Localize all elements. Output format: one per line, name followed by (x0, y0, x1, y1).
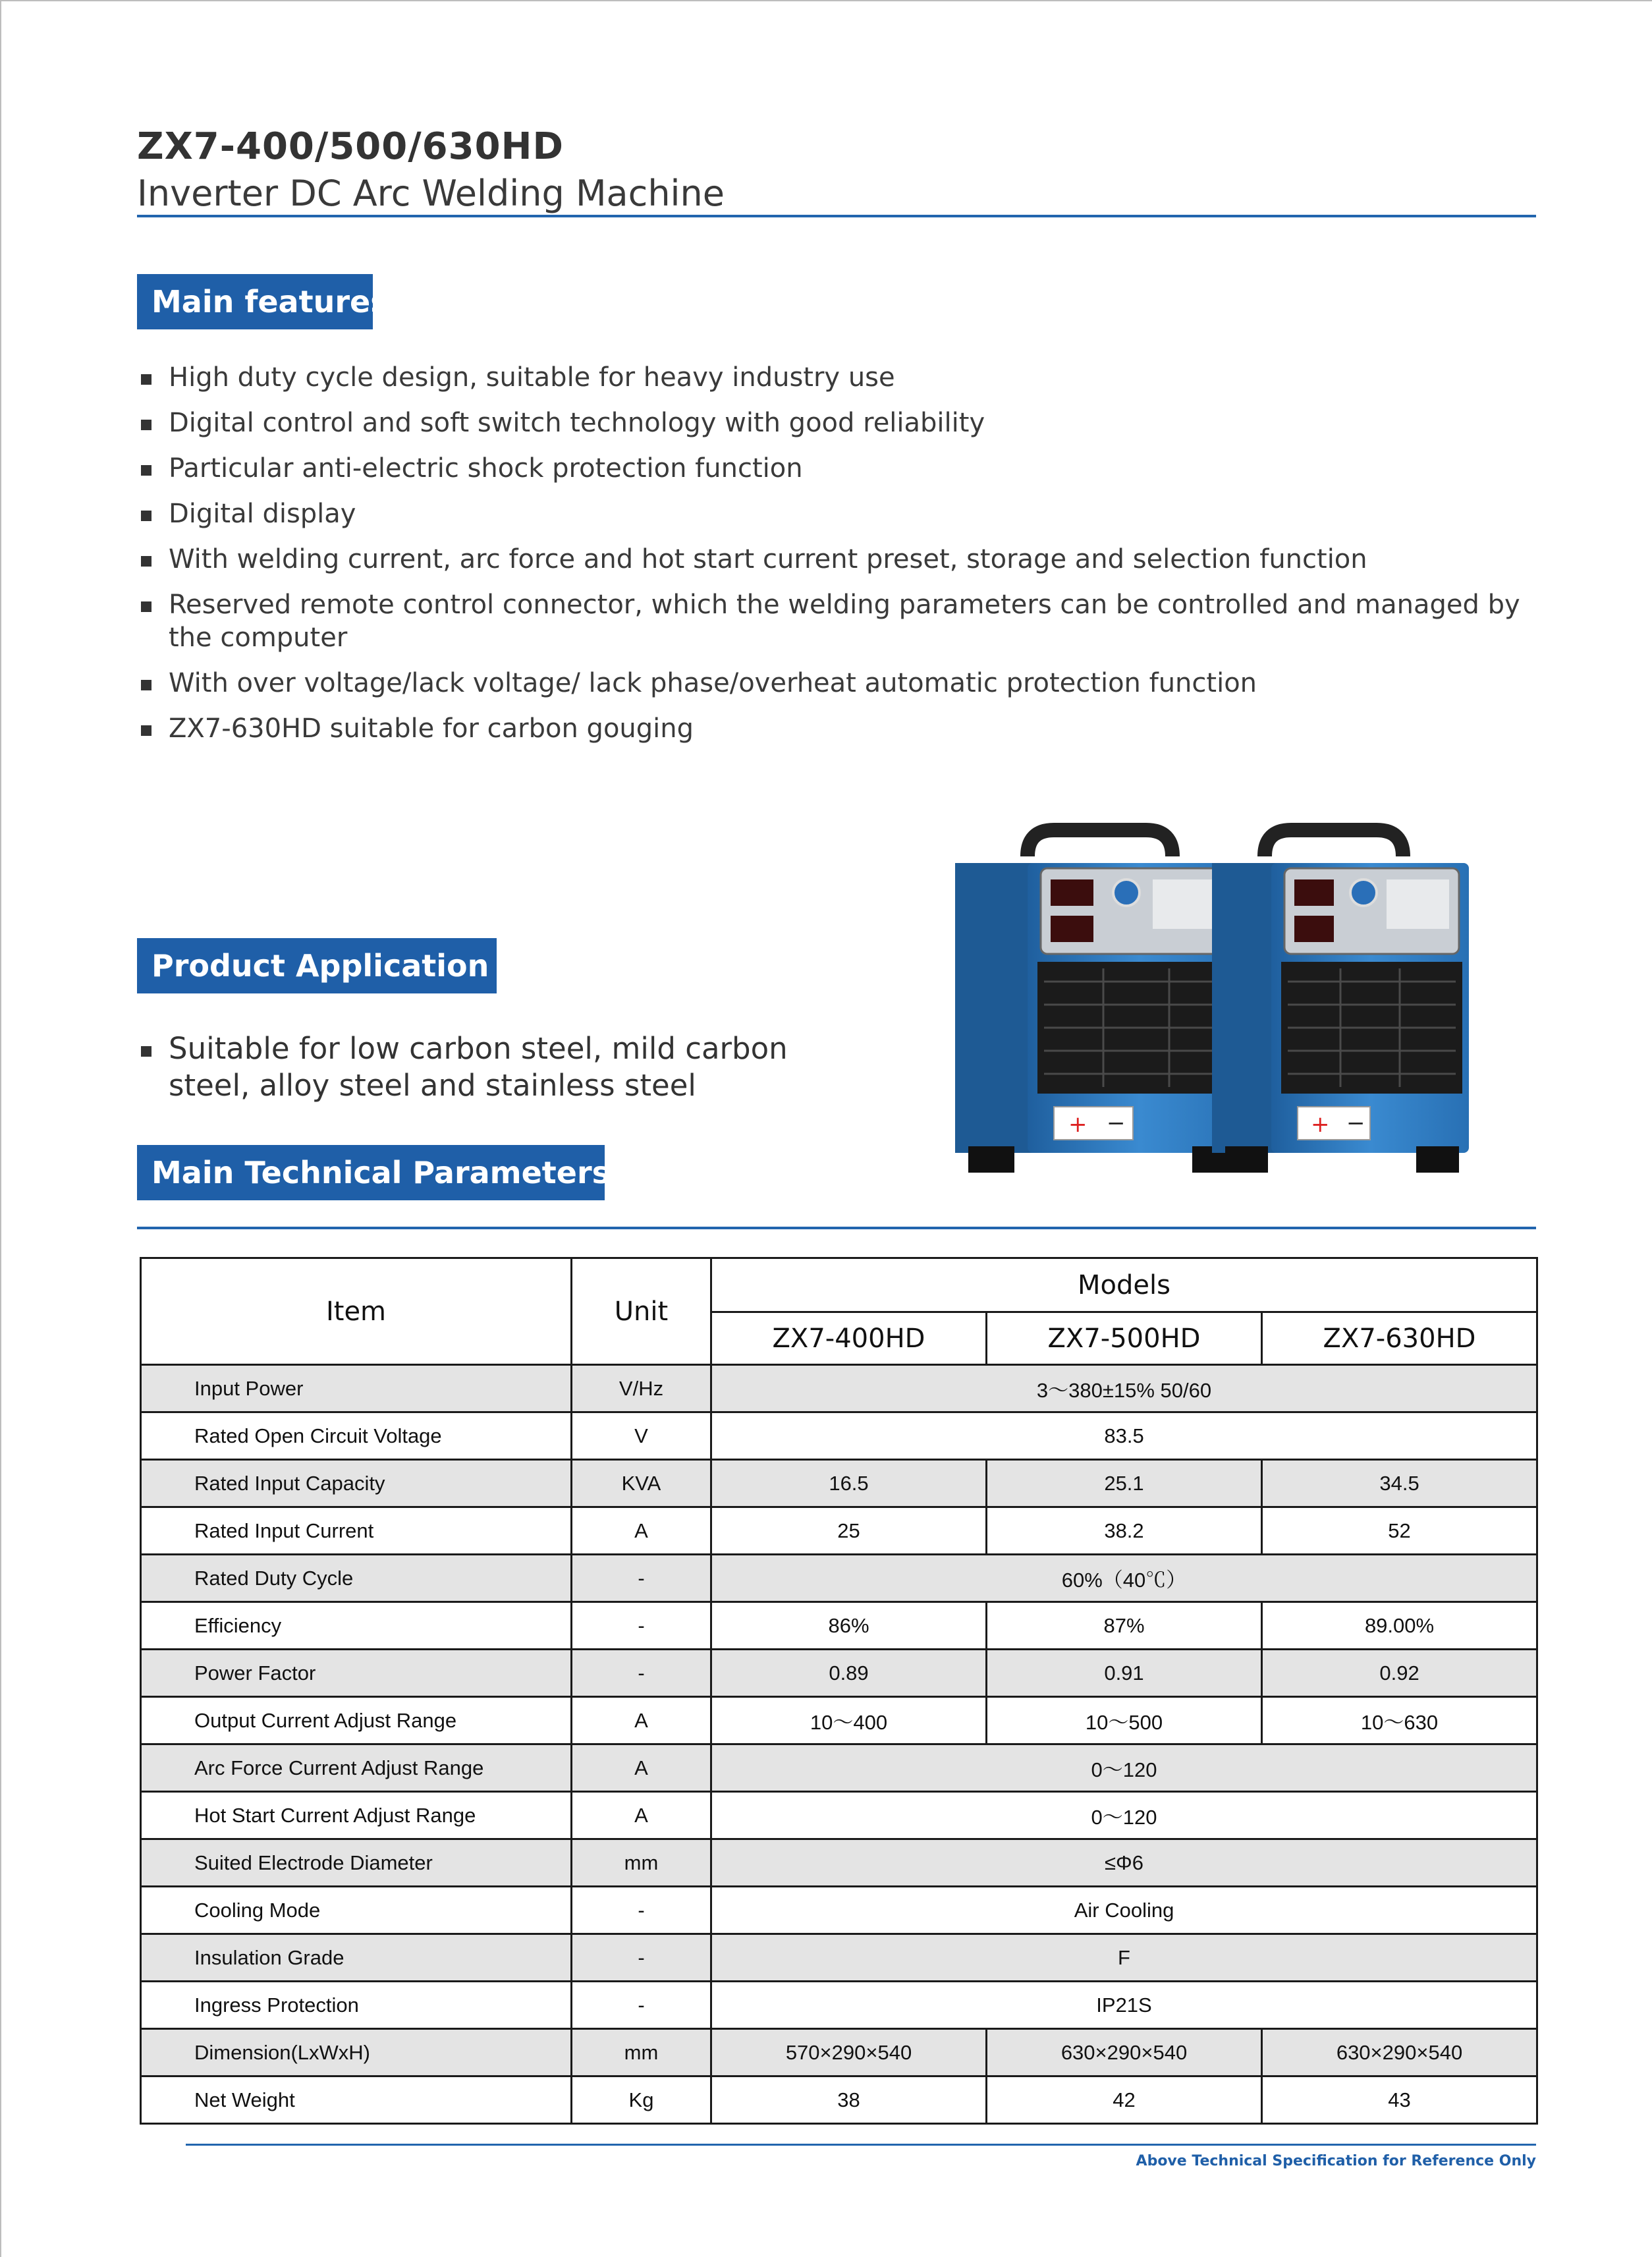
unit-cell: V (572, 1412, 711, 1460)
param-name-cell: Net Weight (141, 2076, 572, 2124)
feature-item (137, 497, 1553, 530)
table-row (141, 1697, 1537, 1744)
svg-text:+: + (1311, 1111, 1330, 1138)
unit-cell: mm (572, 1839, 711, 1887)
table-row (141, 2029, 1537, 2076)
model-value-cell: 38.2 (987, 1507, 1262, 1555)
model-value-cell: 87% (987, 1602, 1262, 1650)
welder-machine-right (1212, 830, 1469, 1173)
footer-divider (186, 2144, 1536, 2146)
svg-text:−: − (1346, 1110, 1365, 1136)
model-value-cell: 25 (711, 1507, 987, 1555)
unit-cell: - (572, 1934, 711, 1982)
table-row (141, 1982, 1537, 2029)
model-value-cell: 630×290×540 (1262, 2029, 1537, 2076)
unit-cell: KVA (572, 1460, 711, 1507)
shared-value-cell: ≤Φ6 (711, 1839, 1537, 1887)
unit-cell: - (572, 1602, 711, 1650)
table-row (141, 2076, 1537, 2124)
feature-item (137, 406, 1553, 439)
parameters-divider (137, 1227, 1536, 1229)
table-row (141, 1460, 1537, 1507)
svg-text:−: − (1107, 1110, 1126, 1136)
model-header-500hd: ZX7-500HD (987, 1312, 1262, 1365)
table-row (141, 1650, 1537, 1697)
welder-machine-left (955, 830, 1252, 1173)
table-row (141, 1744, 1537, 1792)
model-value-cell: 570×290×540 (711, 2029, 987, 2076)
model-value-cell: 25.1 (987, 1460, 1262, 1507)
feature-item (137, 588, 1553, 654)
unit-cell: - (572, 1650, 711, 1697)
feature-item (137, 452, 1553, 485)
feature-item (137, 543, 1553, 576)
unit-column-header: Unit (572, 1258, 711, 1365)
bullet-text: ZX7-630HD suitable for carbon gouging (169, 713, 694, 744)
unit-cell: A (572, 1744, 711, 1792)
table-row (141, 1792, 1537, 1839)
bullet-square-icon (141, 465, 151, 476)
model-header-400hd: ZX7-400HD (711, 1312, 987, 1365)
bullet-text: Suitable for low carbon steel, mild carbon steel, alloy steel and stainless steel (169, 1031, 788, 1103)
bullet-text: Reserved remote control connector, which the welding parameters can be controlled and managed by the computer (169, 590, 1520, 653)
bullet-square-icon (141, 420, 151, 430)
bullet-square-icon (141, 556, 151, 567)
model-value-cell: 38 (711, 2076, 987, 2124)
shared-value-cell: F (711, 1934, 1537, 1982)
model-value-cell: 16.5 (711, 1460, 987, 1507)
application-item (137, 1030, 835, 1104)
table-row (141, 1934, 1537, 1982)
bullet-square-icon (141, 511, 151, 521)
param-name-cell: Arc Force Current Adjust Range (141, 1744, 572, 1792)
model-value-cell: 0.92 (1262, 1650, 1537, 1697)
model-value-cell: 10～630 (1262, 1697, 1537, 1744)
bullet-square-icon (141, 680, 151, 690)
param-name-cell: Ingress Protection (141, 1982, 572, 2029)
param-name-cell: Dimension(LxWxH) (141, 2029, 572, 2076)
model-value-cell: 10～400 (711, 1697, 987, 1744)
features-list (137, 361, 1553, 758)
feature-item (137, 361, 1553, 394)
param-name-cell: Rated Input Capacity (141, 1460, 572, 1507)
application-list (137, 1030, 835, 1104)
spec-table-body (141, 1365, 1537, 2124)
bullet-text: Particular anti-electric shock protection function (169, 453, 803, 484)
param-name-cell: Rated Duty Cycle (141, 1555, 572, 1602)
feature-item (137, 667, 1553, 700)
model-value-cell: 52 (1262, 1507, 1537, 1555)
shared-value-cell: IP21S (711, 1982, 1537, 2029)
bullet-text: With welding current, arc force and hot start current preset, storage and selection function (169, 544, 1367, 574)
model-value-cell: 86% (711, 1602, 987, 1650)
shared-value-cell: 60%（40℃） (711, 1555, 1537, 1602)
bullet-text: Digital display (169, 499, 356, 529)
shared-value-cell: 83.5 (711, 1412, 1537, 1460)
param-name-cell: Suited Electrode Diameter (141, 1839, 572, 1887)
param-name-cell: Power Factor (141, 1650, 572, 1697)
models-column-header: Models (711, 1258, 1537, 1312)
model-value-cell: 10～500 (987, 1697, 1262, 1744)
main-features-heading: Main features (137, 274, 373, 329)
unit-cell: Kg (572, 2076, 711, 2124)
unit-cell: A (572, 1507, 711, 1555)
param-name-cell: Output Current Adjust Range (141, 1697, 572, 1744)
model-value-cell: 42 (987, 2076, 1262, 2124)
bullet-text: Digital control and soft switch technology with good reliability (169, 408, 985, 438)
technical-parameters-heading: Main Technical Parameters (137, 1145, 605, 1200)
model-value-cell: 0.89 (711, 1650, 987, 1697)
unit-cell: mm (572, 2029, 711, 2076)
bullet-text: High duty cycle design, suitable for heavy industry use (169, 362, 895, 393)
param-name-cell: Hot Start Current Adjust Range (141, 1792, 572, 1839)
model-header-630hd: ZX7-630HD (1262, 1312, 1537, 1365)
shared-value-cell: 0～120 (711, 1792, 1537, 1839)
header-divider (137, 215, 1536, 217)
param-name-cell: Rated Open Circuit Voltage (141, 1412, 572, 1460)
unit-cell: A (572, 1792, 711, 1839)
model-value-cell: 0.91 (987, 1650, 1262, 1697)
table-row (141, 1602, 1537, 1650)
table-row (141, 1555, 1537, 1602)
model-value-cell: 89.00% (1262, 1602, 1537, 1650)
shared-value-cell: 3～380±15% 50/60 (711, 1365, 1537, 1412)
param-name-cell: Insulation Grade (141, 1934, 572, 1982)
unit-cell: - (572, 1555, 711, 1602)
page-subtitle: Inverter DC Arc Welding Machine (137, 173, 725, 214)
model-value-cell: 43 (1262, 2076, 1537, 2124)
bullet-square-icon (141, 601, 151, 612)
unit-cell: A (572, 1697, 711, 1744)
table-row (141, 1507, 1537, 1555)
unit-cell: - (572, 1982, 711, 2029)
param-name-cell: Rated Input Current (141, 1507, 572, 1555)
model-value-cell: 34.5 (1262, 1460, 1537, 1507)
bullet-square-icon (141, 374, 151, 385)
shared-value-cell: 0～120 (711, 1744, 1537, 1792)
bullet-square-icon (141, 1046, 151, 1057)
table-row (141, 1365, 1537, 1412)
param-name-cell: Efficiency (141, 1602, 572, 1650)
bullet-square-icon (141, 725, 151, 736)
unit-cell: V/Hz (572, 1365, 711, 1412)
item-column-header: Item (141, 1258, 572, 1365)
feature-item (137, 712, 1553, 745)
reference-footnote: Above Technical Specification for Reference Only (1136, 2153, 1536, 2169)
param-name-cell: Cooling Mode (141, 1887, 572, 1934)
unit-cell: - (572, 1887, 711, 1934)
spec-table (140, 1257, 1538, 2125)
page-title: ZX7-400/500/630HD (137, 125, 564, 168)
param-name-cell: Input Power (141, 1365, 572, 1412)
table-row (141, 1887, 1537, 1934)
table-row (141, 1412, 1537, 1460)
table-row (141, 1839, 1537, 1887)
bullet-text: With over voltage/lack voltage/ lack phase/overheat automatic protection function (169, 668, 1257, 698)
product-photo (929, 817, 1469, 1212)
product-application-heading: Product Application (137, 938, 497, 993)
model-value-cell: 630×290×540 (987, 2029, 1262, 2076)
svg-text:+: + (1068, 1111, 1088, 1138)
shared-value-cell: Air Cooling (711, 1887, 1537, 1934)
